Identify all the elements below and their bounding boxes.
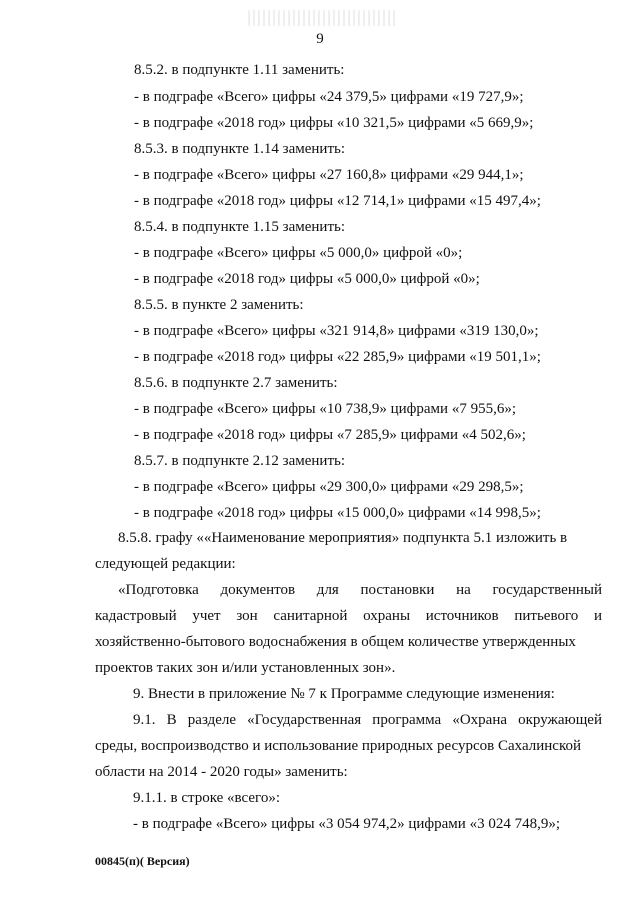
text-line: - в подграфе «2018 год» цифры «10 321,5» цифрами «5 669,9»; [134,115,534,131]
text-line: «Подготовка документов для постановки на государственный [118,582,602,598]
text-line: - в подграфе «2018 год» цифры «5 000,0» цифрой «0»; [134,271,480,287]
text-line: области на 2014 - 2020 годы» заменить: [95,764,348,780]
text-line: - в подграфе «Всего» цифры «27 160,8» цифрами «29 944,1»; [134,167,524,183]
text-line: 9.1. В разделе «Государственная программа «Охрана окружающей [133,712,602,728]
text-line: хозяйственно-бытового водоснабжения в общем количестве утвержденных [95,634,576,650]
text-line: - в подграфе «Всего» цифры «3 054 974,2» цифрами «3 024 748,9»; [133,816,560,832]
text-line: 8.5.2. в подпункте 1.11 заменить: [134,62,345,78]
text-line: 8.5.3. в подпункте 1.14 заменить: [134,141,346,157]
text-line: следующей редакции: [95,556,236,572]
text-line: - в подграфе «2018 год» цифры «22 285,9» цифрами «19 501,1»; [134,349,541,365]
text-line: среды, воспроизводство и использование природных ресурсов Сахалинской [95,738,581,754]
text-line: - в подграфе «Всего» цифры «5 000,0» цифрой «0»; [134,245,463,261]
text-line: 8.5.6. в подпункте 2.7 заменить: [134,375,338,391]
text-line: проектов таких зон и/или установленных зон». [95,660,396,676]
text-line: 8.5.8. графу ««Наименование мероприятия» подпункта 5.1 изложить в [118,530,568,546]
text-line: - в подграфе «Всего» цифры «29 300,0» цифрами «29 298,5»; [134,479,524,495]
text-line: - в подграфе «Всего» цифры «24 379,5» цифрами «19 727,9»; [134,89,524,105]
page-number: 9 [316,31,324,47]
text-line: 9. Внести в приложение № 7 к Программе следующие изменения: [133,686,555,702]
text-line: 8.5.5. в пункте 2 заменить: [134,297,304,313]
document-footer: 00845(п)( Версия) [95,854,190,868]
text-line: - в подграфе «2018 год» цифры «7 285,9» цифрами «4 502,6»; [134,427,526,443]
text-line: 9.1.1. в строке «всего»: [133,790,280,806]
text-line: кадастровый учет зон санитарной охраны источников питьевого и [95,608,602,624]
text-line: 8.5.7. в подпункте 2.12 заменить: [134,453,346,469]
text-line: - в подграфе «Всего» цифры «10 738,9» цифрами «7 955,6»; [134,401,516,417]
text-line: - в подграфе «2018 год» цифры «12 714,1» цифрами «15 497,4»; [134,193,541,209]
text-line: 8.5.4. в подпункте 1.15 заменить: [134,219,346,235]
text-line: - в подграфе «Всего» цифры «321 914,8» цифрами «319 130,0»; [134,323,539,339]
scan-noise [248,10,398,26]
text-line: - в подграфе «2018 год» цифры «15 000,0» цифрами «14 998,5»; [134,505,541,521]
